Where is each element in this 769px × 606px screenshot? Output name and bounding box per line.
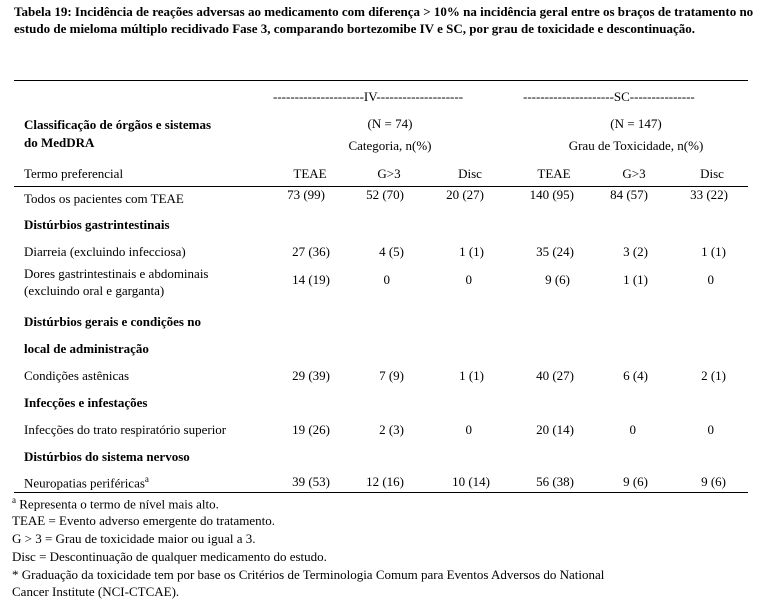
table-cell: 40 (27) xyxy=(536,368,574,383)
table-cell: 1 (1) xyxy=(623,272,648,287)
table-cell: 2 (3) xyxy=(379,422,404,437)
table-cell: 84 (57) xyxy=(610,187,648,202)
table-cell: 1 (1) xyxy=(459,244,484,259)
soc-title-line2: do MedDRA xyxy=(24,135,95,150)
section-heading: Distúrbios gastrintestinais xyxy=(24,217,170,232)
soc-title xyxy=(24,116,211,152)
section-heading-cont: local de administração xyxy=(24,341,149,356)
table-cell: 4 (5) xyxy=(379,244,404,259)
table-cell: 20 (14) xyxy=(536,422,574,437)
table-cell: 39 (53) xyxy=(292,474,330,489)
row-term: Condições astênicas xyxy=(24,368,130,383)
footnote-star-line2: Cancer Institute (NCI-CTCAE). xyxy=(12,584,180,599)
col-sc-disc: Disc xyxy=(700,166,724,181)
table-cell: 7 (9) xyxy=(379,368,404,383)
table-cell: 0 xyxy=(629,422,636,437)
footnote-teae: TEAE = Evento adverso emergente do tratamento. xyxy=(12,513,276,528)
table-cell: 140 (95) xyxy=(529,187,574,202)
table-cell: 10 (14) xyxy=(452,474,490,489)
sc-group-header: ---------------------SC--------------- xyxy=(523,89,695,104)
table-cell: 27 (36) xyxy=(292,244,330,259)
table-cell: 0 xyxy=(383,272,390,287)
table-cell: 35 (24) xyxy=(536,244,574,259)
table-cell: 0 xyxy=(465,272,472,287)
table-cell: 29 (39) xyxy=(292,368,330,383)
col-sc-g3: G>3 xyxy=(622,166,646,181)
row-all-term: Todos os pacientes com TEAE xyxy=(24,191,184,206)
table-cell: 56 (38) xyxy=(536,474,574,489)
footnote-a xyxy=(12,495,219,512)
table-cell: 1 (1) xyxy=(701,244,726,259)
table-cell: 9 (6) xyxy=(545,272,570,287)
table-cell: 0 xyxy=(707,272,714,287)
row-term xyxy=(24,265,209,299)
row-term: Diarreia (excluindo infecciosa) xyxy=(24,244,186,259)
term-header: Termo preferencial xyxy=(24,166,124,181)
table-cell: 52 (70) xyxy=(366,187,404,202)
table-cell: 0 xyxy=(707,422,714,437)
table-caption: Tabela 19: Incidência de reações adversas ao medicamento com diferença > 10% na incidência geral entre os braços de tratamento no estudo de mieloma múltiplo recidivado Fase 3, comparando bortezomibe IV e SC, por grau de toxicidade e descontinuação. xyxy=(14,4,754,36)
row-term-text: Neuropatias periféricas xyxy=(24,475,145,491)
footnote-a-marker: a xyxy=(12,495,16,505)
footnote-a-text: Representa o termo de nível mais alto. xyxy=(16,496,219,512)
section-heading: Distúrbios gerais e condições no xyxy=(24,314,201,329)
sc-subheader: Grau de Toxicidade, n(%) xyxy=(568,138,704,153)
soc-title-line1: Classificação de órgãos e sistemas xyxy=(24,117,212,132)
footnote-star xyxy=(12,566,604,600)
iv-subheader: Categoria, n(%) xyxy=(348,138,432,153)
table-cell: 9 (6) xyxy=(623,474,648,489)
row-term: Infecções do trato respiratório superior xyxy=(24,422,227,437)
row-term-line2: (excluindo oral e garganta) xyxy=(24,283,165,298)
col-sc-teae: TEAE xyxy=(537,166,571,181)
row-term-line1: Dores gastrintestinais e abdominais xyxy=(24,266,209,281)
table-cell: 9 (6) xyxy=(701,474,726,489)
table-cell: 1 (1) xyxy=(459,368,484,383)
table-cell: 14 (19) xyxy=(292,272,330,287)
section-heading: Distúrbios do sistema nervoso xyxy=(24,449,190,464)
col-iv-disc: Disc xyxy=(458,166,482,181)
table-cell: 19 (26) xyxy=(292,422,330,437)
table-cell: 6 (4) xyxy=(623,368,648,383)
table-cell: 2 (1) xyxy=(701,368,726,383)
iv-group-header: ---------------------IV-------------------- xyxy=(273,89,464,104)
top-rule xyxy=(14,80,748,81)
footnote-star-line1: * Graduação da toxicidade tem por base os Critérios de Terminologia Comum para Eventos Adversos do National xyxy=(12,567,605,582)
section-heading: Infecções e infestações xyxy=(24,395,148,410)
footnote-g3: G > 3 = Grau de toxicidade maior ou igual a 3. xyxy=(12,531,256,546)
iv-n: (N = 74) xyxy=(367,116,413,131)
table-cell: 20 (27) xyxy=(446,187,484,202)
table-cell: 0 xyxy=(465,422,472,437)
sc-n: (N = 147) xyxy=(610,116,662,131)
col-iv-g3: G>3 xyxy=(377,166,401,181)
footnote-disc: Disc = Descontinuação de qualquer medicamento do estudo. xyxy=(12,549,327,564)
row-term-neuropathy xyxy=(24,474,149,491)
table-cell: 12 (16) xyxy=(366,474,404,489)
footnote-marker: a xyxy=(144,474,149,484)
table-cell: 33 (22) xyxy=(690,187,728,202)
table-cell: 73 (99) xyxy=(287,187,325,202)
col-iv-teae: TEAE xyxy=(293,166,327,181)
table-cell: 3 (2) xyxy=(623,244,648,259)
bottom-rule xyxy=(14,492,748,493)
